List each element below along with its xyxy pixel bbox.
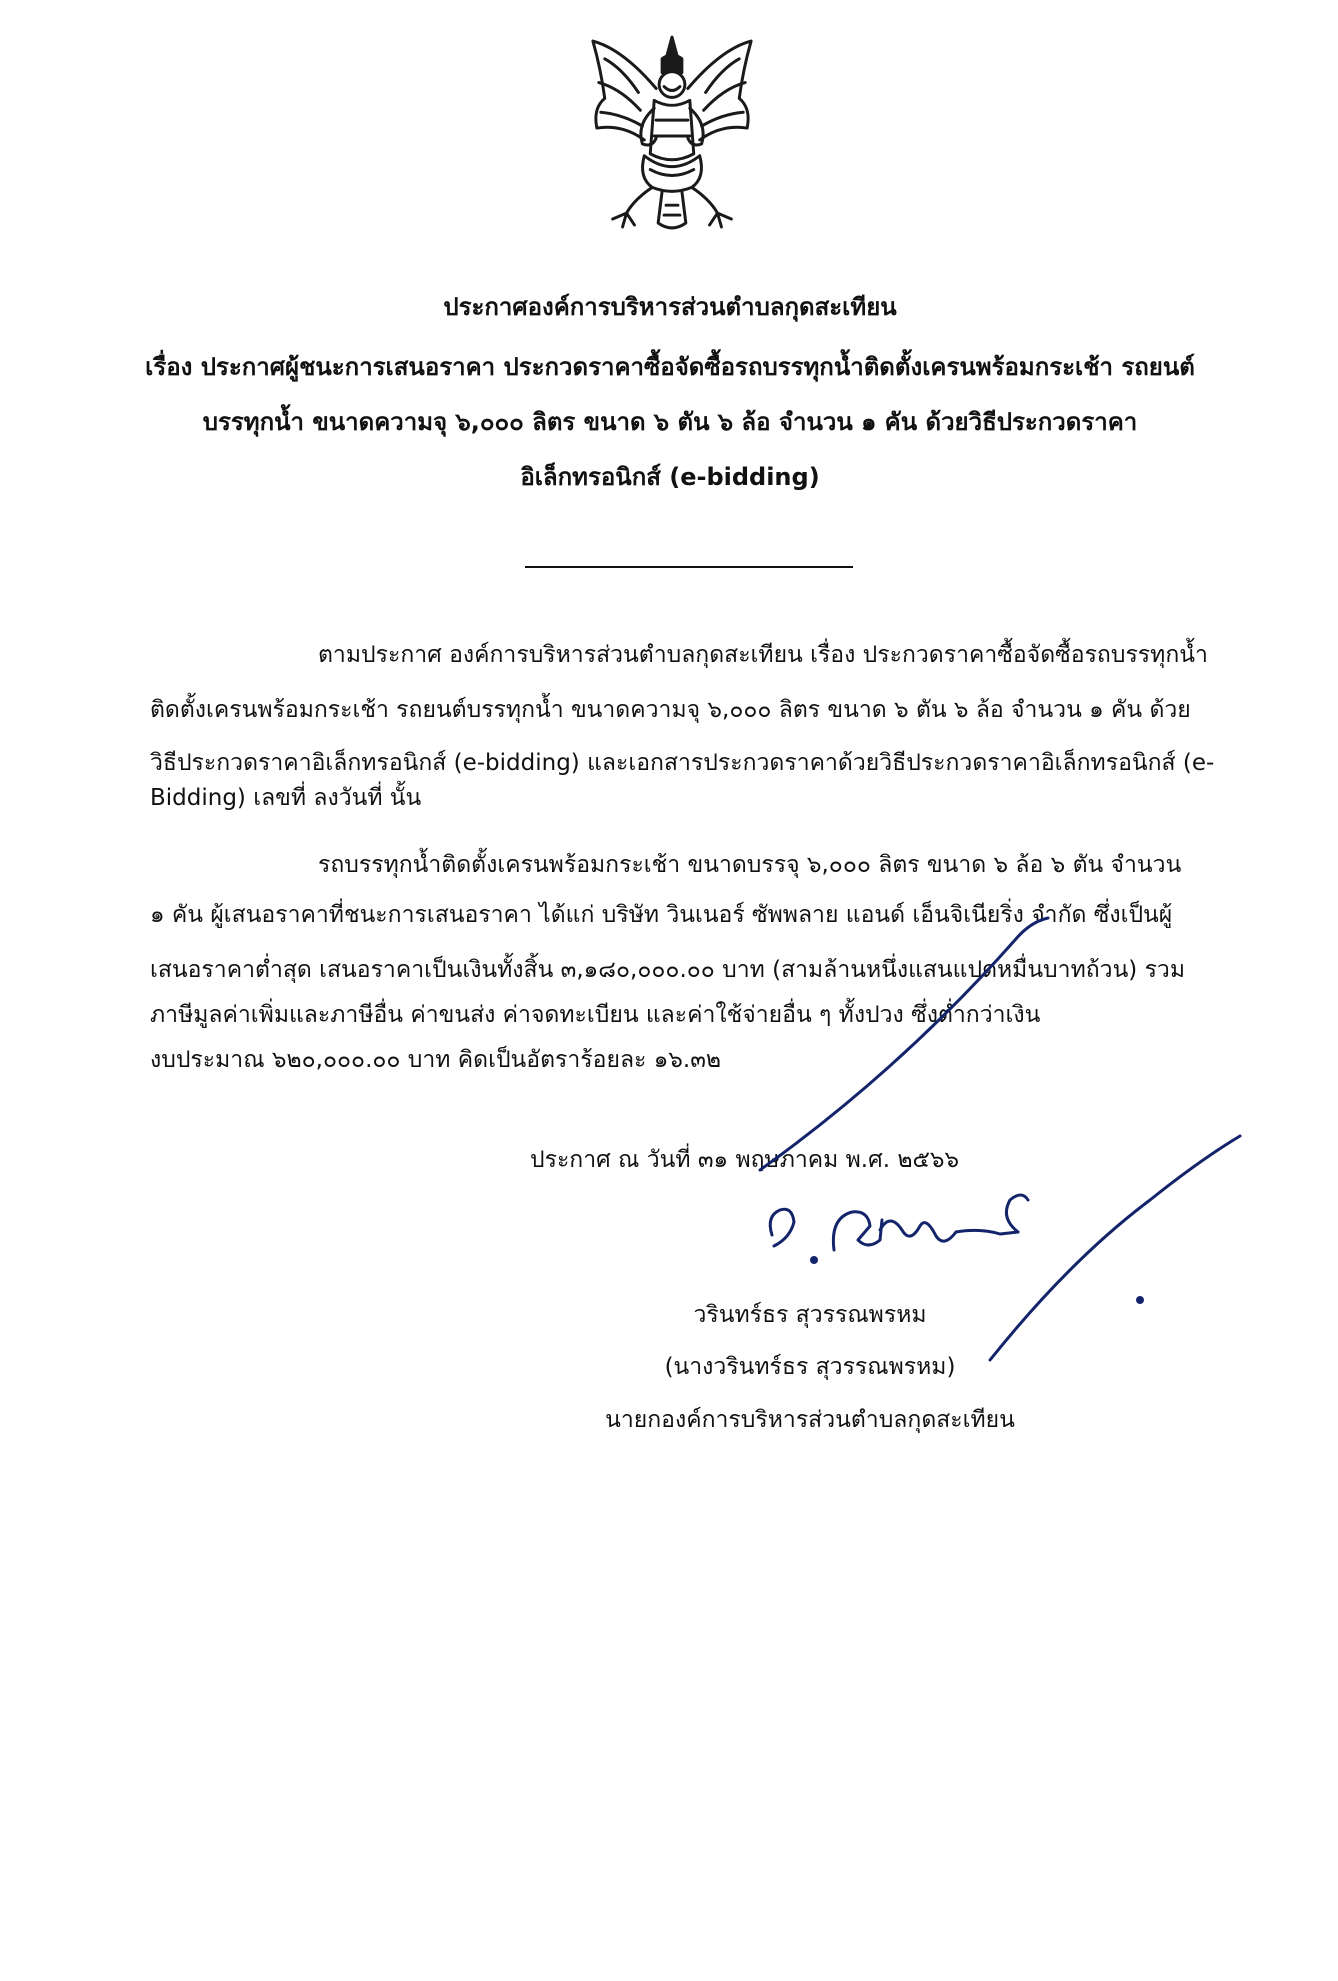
body-line: งบประมาณ ๖๒๐,๐๐๐.๐๐ บาท คิดเป็นอัตราร้อยละ ๑๖.๓๒	[150, 1047, 722, 1073]
body-line: ตามประกาศ องค์การบริหารส่วนตำบลกุดสะเทียน เรื่อง ประกวดราคาซื้อจัดซื้อรถบรรทุกน้ำ	[318, 642, 1208, 668]
signatory-name: วรินทร์ธร สุวรรณพรหม	[693, 1302, 927, 1328]
signatory-position: นายกองค์การบริหารส่วนตำบลกุดสะเทียน	[605, 1407, 1015, 1433]
announcement-subject-cont: อิเล็กทรอนิกส์ (e-bidding)	[520, 463, 820, 491]
announcement-subject: เรื่อง ประกาศผู้ชนะการเสนอราคา ประกวดราคาซื้อจัดซื้อรถบรรทุกน้ำติดตั้งเครนพร้อมกระเช้า รถยนต์	[145, 353, 1195, 381]
body-line: วิธีประกวดราคาอิเล็กทรอนิกส์ (e-bidding) และเอกสารประกวดราคาด้วยวิธีประกวดราคาอิเล็กทรอนิกส์ (e-	[150, 750, 1215, 776]
announcement-title: ประกาศองค์การบริหารส่วนตำบลกุดสะเทียน	[443, 293, 897, 321]
announcement-date: ประกาศ ณ วันที่ ๓๑ พฤษภาคม พ.ศ. ๒๕๖๖	[530, 1147, 960, 1173]
signature-scribble-text: ว. สืทน	[770, 1250, 774, 1251]
garuda-emblem-icon	[583, 28, 761, 238]
body-line: เสนอราคาต่ำสุด เสนอราคาเป็นเงินทั้งสิ้น ๓,๑๘๐,๐๐๐.๐๐ บาท (สามล้านหนึ่งแสนแปดหมื่นบาทถ้วน) รวม	[150, 957, 1186, 983]
body-line: Bidding) เลขที่ ลงวันที่ นั้น	[150, 785, 422, 811]
body-line: ๑ คัน ผู้เสนอราคาที่ชนะการเสนอราคา ได้แก่ บริษัท วินเนอร์ ซัพพลาย แอนด์ เอ็นจิเนียริ่ง จำกัด ซึ่งเป็นผู้	[150, 902, 1173, 928]
body-line: ติดตั้งเครนพร้อมกระเช้า รถยนต์บรรทุกน้ำ ขนาดความจุ ๖,๐๐๐ ลิตร ขนาด ๖ ตัน ๖ ล้อ จำนวน ๑ คัน ด้วย	[150, 697, 1191, 723]
signatory-full-name: (นางวรินทร์ธร สุวรรณพรหม)	[664, 1354, 956, 1380]
title-divider	[525, 566, 853, 568]
body-line: ภาษีมูลค่าเพิ่มและภาษีอื่น ค่าขนส่ง ค่าจดทะเบียน และค่าใช้จ่ายอื่น ๆ ทั้งปวง ซึ่งต่ำกว่าเงิน	[150, 1002, 1041, 1028]
body-line: รถบรรทุกน้ำติดตั้งเครนพร้อมกระเช้า ขนาดบรรจุ ๖,๐๐๐ ลิตร ขนาด ๖ ล้อ ๖ ตัน จำนวน	[318, 852, 1182, 878]
announcement-subject-cont: บรรทุกน้ำ ขนาดความจุ ๖,๐๐๐ ลิตร ขนาด ๖ ตัน ๖ ล้อ จำนวน ๑ คัน ด้วยวิธีประกวดราคา	[202, 408, 1138, 436]
